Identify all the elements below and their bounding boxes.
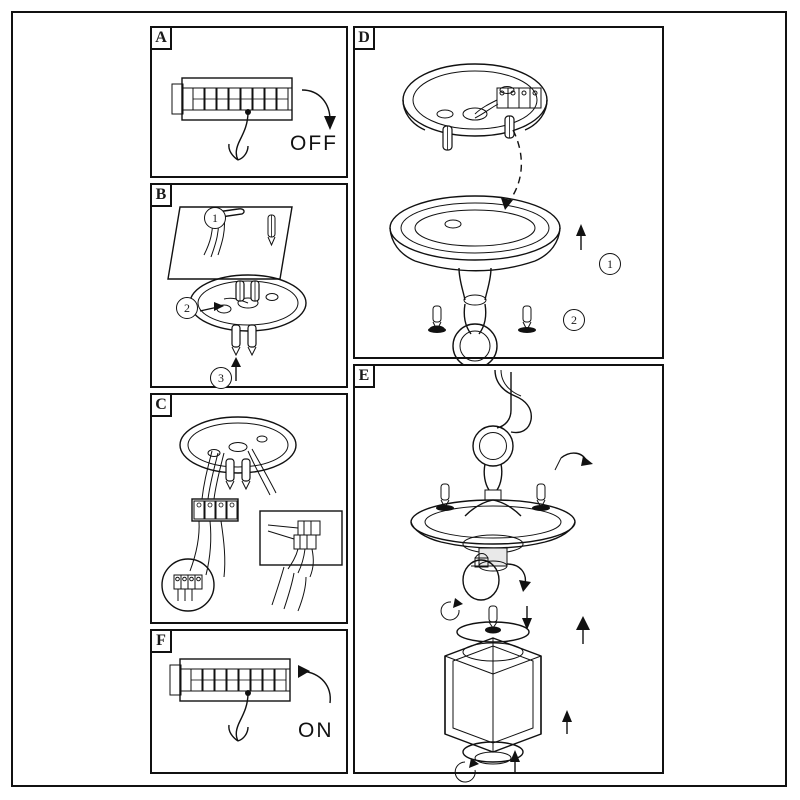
panel-b-label: B: [150, 183, 172, 207]
panel-a-caption: OFF: [290, 132, 338, 155]
panel-a-figure: [152, 28, 350, 180]
panel-b-step-3: 3: [210, 367, 232, 389]
panel-d: [353, 26, 664, 359]
panel-f-caption: ON: [298, 719, 334, 742]
panel-e-label: E: [353, 364, 375, 388]
panel-d-step-1: 1: [599, 253, 621, 275]
panel-a-label: A: [150, 26, 172, 50]
panel-c-figure: [152, 395, 350, 626]
panel-a: [150, 26, 348, 178]
panel-b: [150, 183, 348, 388]
panel-b-step-1: 1: [204, 207, 226, 229]
panel-c: [150, 393, 348, 624]
panel-f-figure: [152, 631, 350, 776]
panel-c-label: C: [150, 393, 172, 417]
panel-b-step-2: 2: [176, 297, 198, 319]
panel-d-step-2: 2: [563, 309, 585, 331]
panel-e: [353, 364, 664, 774]
panel-b-figure: [152, 185, 350, 390]
panel-d-label: D: [353, 26, 375, 50]
panel-e-figure: [355, 366, 666, 776]
panel-f: [150, 629, 348, 774]
panel-d-figure: [355, 28, 666, 361]
panel-f-label: F: [150, 629, 172, 653]
